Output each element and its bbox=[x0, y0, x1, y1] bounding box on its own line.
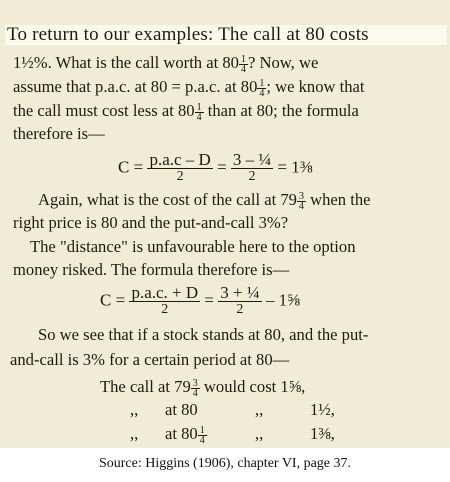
table-row-ditto-4: ,, bbox=[255, 424, 264, 443]
fraction-three-quarters: $\frac{3}{4}$ bbox=[298, 190, 304, 212]
eq-sign: = bbox=[204, 290, 214, 310]
percent-value: 1½%. bbox=[13, 53, 52, 72]
table-row-value-1: 1½, bbox=[310, 400, 335, 419]
eq-lhs: C = bbox=[118, 157, 144, 177]
text-line-4 bbox=[13, 101, 450, 122]
fraction-three-quarters: $\frac{3}{4}$ bbox=[192, 377, 198, 399]
text-span: ? Now, we bbox=[247, 53, 319, 72]
text-span: at 80 bbox=[165, 424, 198, 443]
table-row-label-1: at 80 bbox=[165, 400, 198, 419]
text-line-9: money risked. The formula therefore is— bbox=[13, 260, 290, 279]
table-row-ditto-2: ,, bbox=[255, 400, 264, 419]
fraction-quarter: $\frac{1}{4}$ bbox=[259, 77, 265, 99]
text-span: the call must cost less at 80 bbox=[13, 101, 195, 120]
text-span: ; we know that bbox=[266, 77, 365, 96]
table-intro-line bbox=[100, 377, 305, 398]
table-row-label-2 bbox=[165, 424, 207, 445]
source-caption: Source: Higgins (1906), chapter VI, page 37. bbox=[98, 456, 352, 471]
fraction-quarter: $\frac{1}{4}$ bbox=[240, 53, 246, 75]
table-row-value-2: 1⅜, bbox=[310, 424, 335, 443]
text-line-6 bbox=[38, 190, 450, 211]
text-span: when the bbox=[305, 190, 371, 209]
text-line-10: So we see that if a stock stands at 80, and the put- bbox=[38, 325, 369, 344]
text-line-11: and-call is 3% for a certain period at 80— bbox=[10, 350, 290, 369]
text-span: The call at 79 bbox=[100, 377, 191, 396]
eq-lhs: C = bbox=[100, 290, 126, 310]
text-line-5: therefore is— bbox=[13, 124, 105, 143]
text-line-8: The "distance" is unfavourable here to the option bbox=[30, 237, 356, 256]
eq-sign: = bbox=[217, 157, 227, 177]
fraction-quarter: $\frac{1}{4}$ bbox=[199, 424, 205, 446]
fraction-quarter: $\frac{1}{4}$ bbox=[196, 101, 202, 123]
eq-fraction: $\frac{\text{3 + ¼}}{2}$ bbox=[220, 283, 260, 317]
eq-fraction: $\frac{p.a.c. + D}{2}$ bbox=[131, 283, 199, 317]
eq-fraction: $\frac{p.a.c - D}{2}$ bbox=[149, 150, 211, 184]
equation-1 bbox=[118, 152, 313, 185]
text-span: would cost 1⅝, bbox=[199, 377, 306, 396]
eq-rhs: = 1⅜ bbox=[277, 157, 313, 177]
text-line-2 bbox=[13, 53, 450, 74]
table-row-ditto-1: ,, bbox=[130, 400, 139, 419]
text-span: assume that p.a.c. at 80 = p.a.c. at 80 bbox=[13, 77, 258, 96]
table-row-ditto-3: ,, bbox=[130, 424, 139, 443]
text-line-7: right price is 80 and the put-and-call 3%? bbox=[13, 213, 289, 232]
eq-fraction: $\frac{\text{3 – ¼}}{2}$ bbox=[232, 150, 272, 184]
equation-2 bbox=[100, 285, 300, 318]
text-span: Again, what is the cost of the call at 79 bbox=[38, 190, 297, 209]
text-line-3 bbox=[13, 77, 450, 98]
text-span: What is the call worth at 80 bbox=[51, 53, 239, 72]
text-span: than at 80; the formula bbox=[203, 101, 359, 120]
eq-rhs: – 1⅝ bbox=[265, 290, 300, 310]
text-line-1: To return to our examples: The call at 80 costs bbox=[5, 25, 447, 45]
